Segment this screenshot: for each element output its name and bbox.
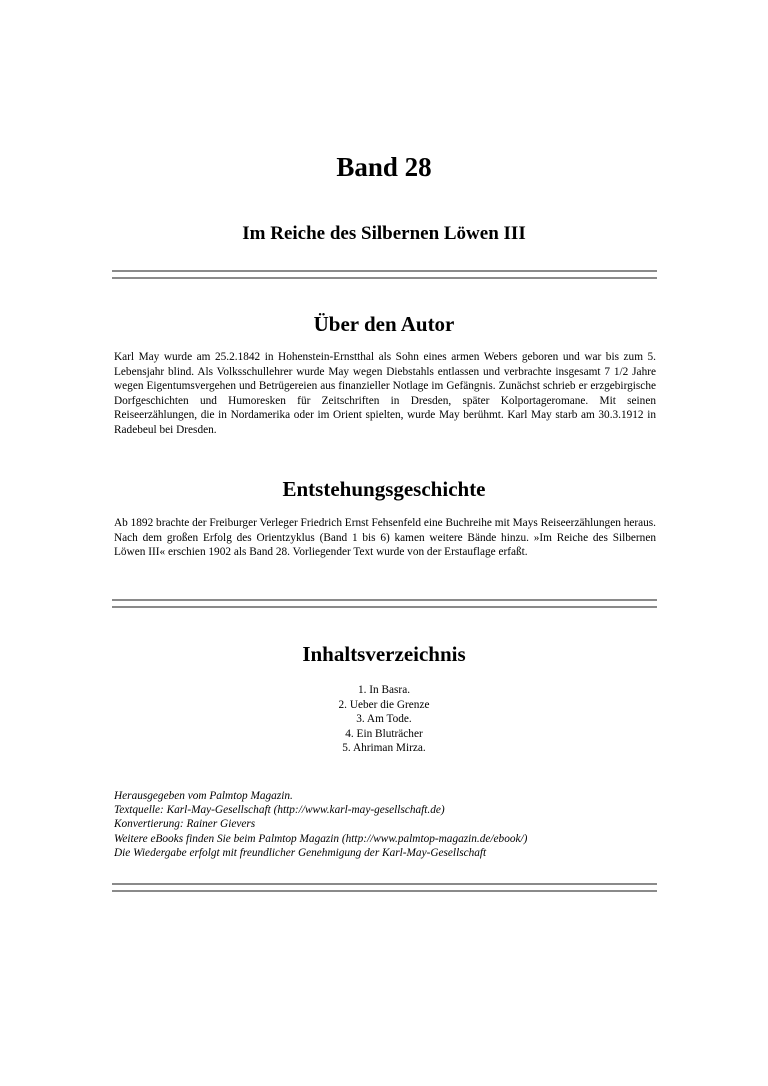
toc-item: 3. Am Tode. [356, 713, 412, 726]
credit-line: Weitere eBooks finden Sie beim Palmtop Magazin (http://www.palmtop-magazin.de/ebook/) [114, 832, 528, 845]
toc-heading: Inhaltsverzeichnis [302, 642, 466, 666]
toc-item: 1. In Basra. [357, 684, 411, 696]
toc-item: 4. Ein Bluträcher [345, 727, 423, 740]
table-of-contents [0, 683, 768, 756]
history-paragraph: Ab 1892 brachte der Freiburger Verleger Friedrich Ernst Fehsenfeld eine Buchreihe mit Mays Reiseerzählungen heraus. Nach dem großen Erfolg des Orientzyklus (Band 1 bis 6) kamen weitere Bände hinzu. »Im Reiche des Silbernen Löwen III« erschien 1902 als Band 28. Vorliegender Text wurde von der Erstauflage erfaßt. [114, 517, 656, 558]
credit-line: Textquelle: Karl-May-Gesellschaft (http://www.karl-may-gesellschaft.de) [114, 804, 445, 817]
book-subtitle: Im Reiche des Silbernen Löwen III [242, 223, 526, 244]
credit-line: Herausgegeben vom Palmtop Magazin. [114, 790, 293, 802]
author-paragraph: Karl May wurde am 25.2.1842 in Hohenstein-Ernstthal als Sohn eines armen Webers geboren und war bis zum 5. Lebensjahr blind. Als Volksschullehrer wurde May wegen Diebstahls entlassen und verbrachte insgesamt 7 1/2 Jahre wegen Eigentumsvergehen und Betrügereien aus finanzieller Notlage im Gefängnis. Zunächst schrieb er erzgebirgische Dorfgeschichten und Humoresken für Zeitschriften in Dresden, später Kolportageromane. Mit seinen Reiseerzählungen, die in Nordamerika oder im Orient spielten, wurde May berühmt. Karl May starb am 30.3.1912 in Radebeul bei Dresden. [114, 351, 656, 436]
toc-item: 5. Ahriman Mirza. [342, 742, 426, 755]
toc-item: 2. Ueber die Grenze [338, 698, 430, 711]
publisher-credits [114, 789, 674, 860]
credit-line: Konvertierung: Rainer Gievers [114, 818, 256, 831]
divider-rule [112, 883, 657, 892]
author-heading: Über den Autor [313, 312, 455, 336]
divider-rule [112, 270, 657, 279]
divider-rule [112, 599, 657, 608]
book-title: Band 28 [336, 152, 432, 182]
credit-line: Die Wiedergabe erfolgt mit freundlicher Genehmigung der Karl-May-Gesellschaft [114, 846, 487, 859]
history-heading: Entstehungsgeschichte [282, 477, 486, 501]
